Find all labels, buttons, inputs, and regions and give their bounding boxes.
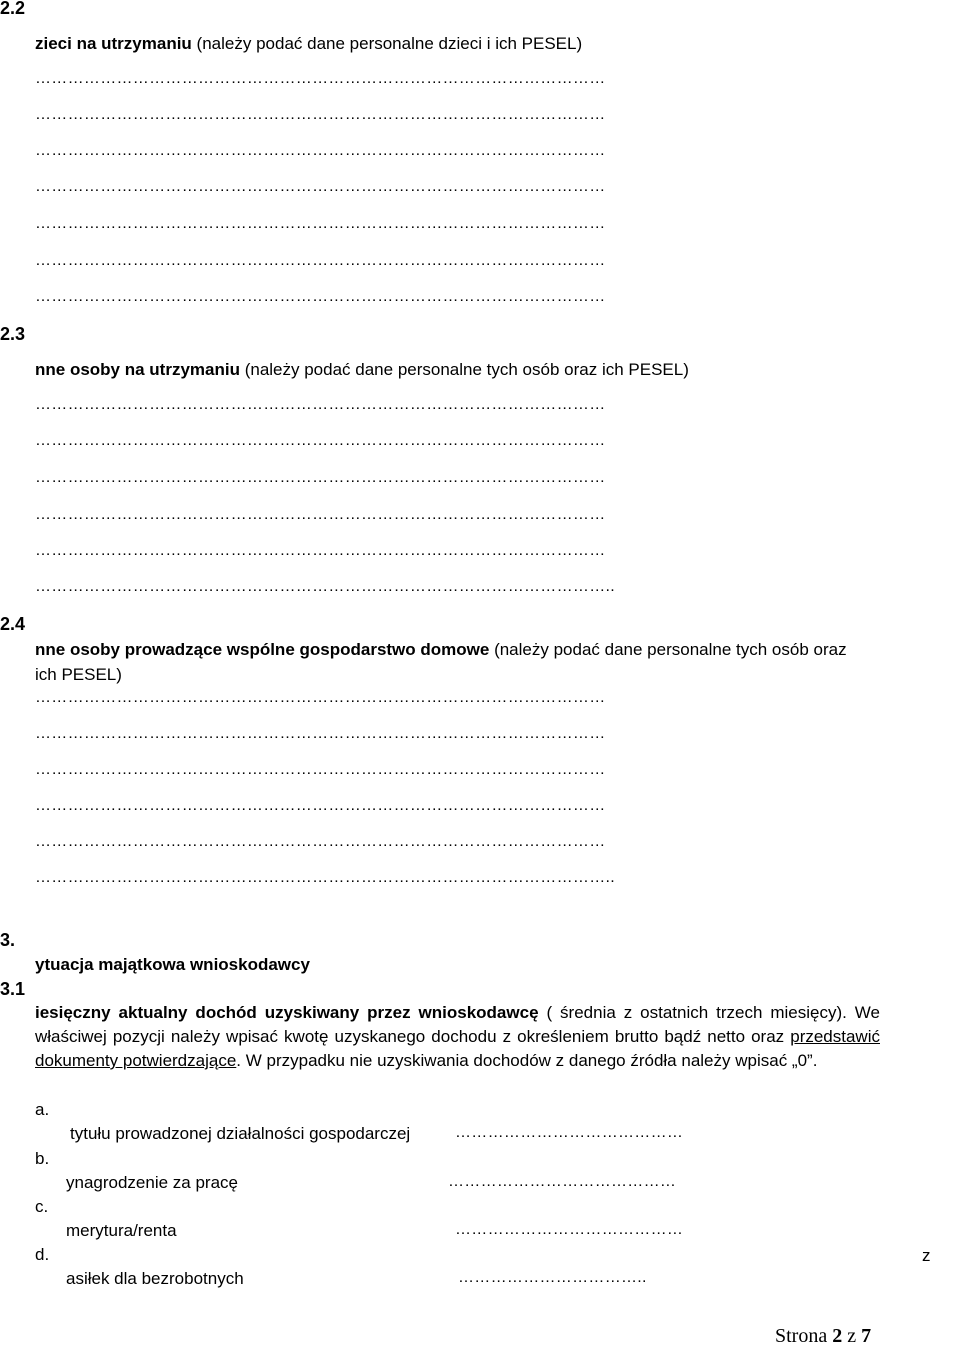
page-number: Strona 2 z 7 <box>775 1325 872 1347</box>
section-title-2-4: nne osoby prowadzące wspólne gospodarstwo domowe (należy podać dane personalne tych osób oraz <box>35 640 847 659</box>
income-field-business[interactable]: …………………………………… <box>455 1124 684 1141</box>
fill-line[interactable]: …………………………………………………………………………………………… <box>35 178 606 195</box>
fill-line[interactable]: …………………………………………………………………………………………… <box>35 252 606 269</box>
section-number-2-4: 2.4 <box>0 614 26 634</box>
fill-line[interactable]: …………………………………………………………………………………………….. <box>35 578 615 595</box>
fill-line[interactable]: …………………………………………………………………………………………… <box>35 761 606 778</box>
income-field-pension[interactable]: …………………………………… <box>455 1221 684 1238</box>
item-letter: c. <box>35 1197 49 1216</box>
fill-line[interactable]: …………………………………………………………………………………………… <box>35 689 606 706</box>
fill-line[interactable]: …………………………………………………………………………………………… <box>35 797 606 814</box>
item-letter: d. <box>35 1245 50 1264</box>
income-instructions: iesięczny aktualny dochód uzyskiwany przez wnioskodawcę ( średnia z ostatnich trzech miesięcy). We właściwej pozycji należy wpisać kwotę uzyskanego dochodu z określeniem brutto bądź netto oraz przedstawić dokumenty potwierdzające. W przypadku nie uzyskiwania dochodów z danego źródła należy wpisać „0”. <box>35 1003 880 1070</box>
income-field-unemployment[interactable]: …………………………….. <box>458 1269 647 1286</box>
income-label-salary: ynagrodzenie za pracę <box>66 1173 239 1192</box>
section-title-3: ytuacja majątkowa wnioskodawcy <box>35 955 310 974</box>
fill-line[interactable]: …………………………………………………………………………………………… <box>35 106 606 123</box>
fill-line[interactable]: …………………………………………………………………………………………… <box>35 833 606 850</box>
item-letter: b. <box>35 1149 50 1168</box>
fill-line[interactable]: …………………………………………………………………………………………… <box>35 396 606 413</box>
fill-line[interactable]: …………………………………………………………………………………………….. <box>35 869 615 886</box>
fill-line[interactable]: …………………………………………………………………………………………… <box>35 469 606 486</box>
income-label-pension: merytura/renta <box>66 1221 177 1240</box>
income-label-business: tytułu prowadzonej działalności gospodarczej <box>70 1124 411 1143</box>
income-label-unemployment: asiłek dla bezrobotnych <box>66 1269 244 1288</box>
fill-line[interactable]: …………………………………………………………………………………………… <box>35 432 606 449</box>
income-field-salary[interactable]: …………………………………… <box>448 1173 677 1190</box>
section-title-2-4-cont: ich PESEL) <box>35 665 122 684</box>
item-letter: a. <box>35 1100 50 1119</box>
section-number-2-2: 2.2 <box>0 0 26 18</box>
fill-line[interactable]: …………………………………………………………………………………………… <box>35 142 606 159</box>
stray-mark: z <box>922 1246 931 1265</box>
fill-line[interactable]: …………………………………………………………………………………………… <box>35 288 606 305</box>
fill-line[interactable]: …………………………………………………………………………………………… <box>35 215 606 232</box>
section-title-2-3: nne osoby na utrzymaniu (należy podać dane personalne tych osób oraz ich PESEL) <box>35 360 689 379</box>
section-number-3: 3. <box>0 930 16 950</box>
fill-line[interactable]: …………………………………………………………………………………………… <box>35 725 606 742</box>
fill-line[interactable]: …………………………………………………………………………………………… <box>35 506 606 523</box>
fill-line[interactable]: …………………………………………………………………………………………… <box>35 542 606 559</box>
section-number-2-3: 2.3 <box>0 324 26 344</box>
section-number-3-1: 3.1 <box>0 979 26 999</box>
section-title-2-2: zieci na utrzymaniu (należy podać dane personalne dzieci i ich PESEL) <box>35 34 583 53</box>
fill-line[interactable]: …………………………………………………………………………………………… <box>35 70 606 87</box>
